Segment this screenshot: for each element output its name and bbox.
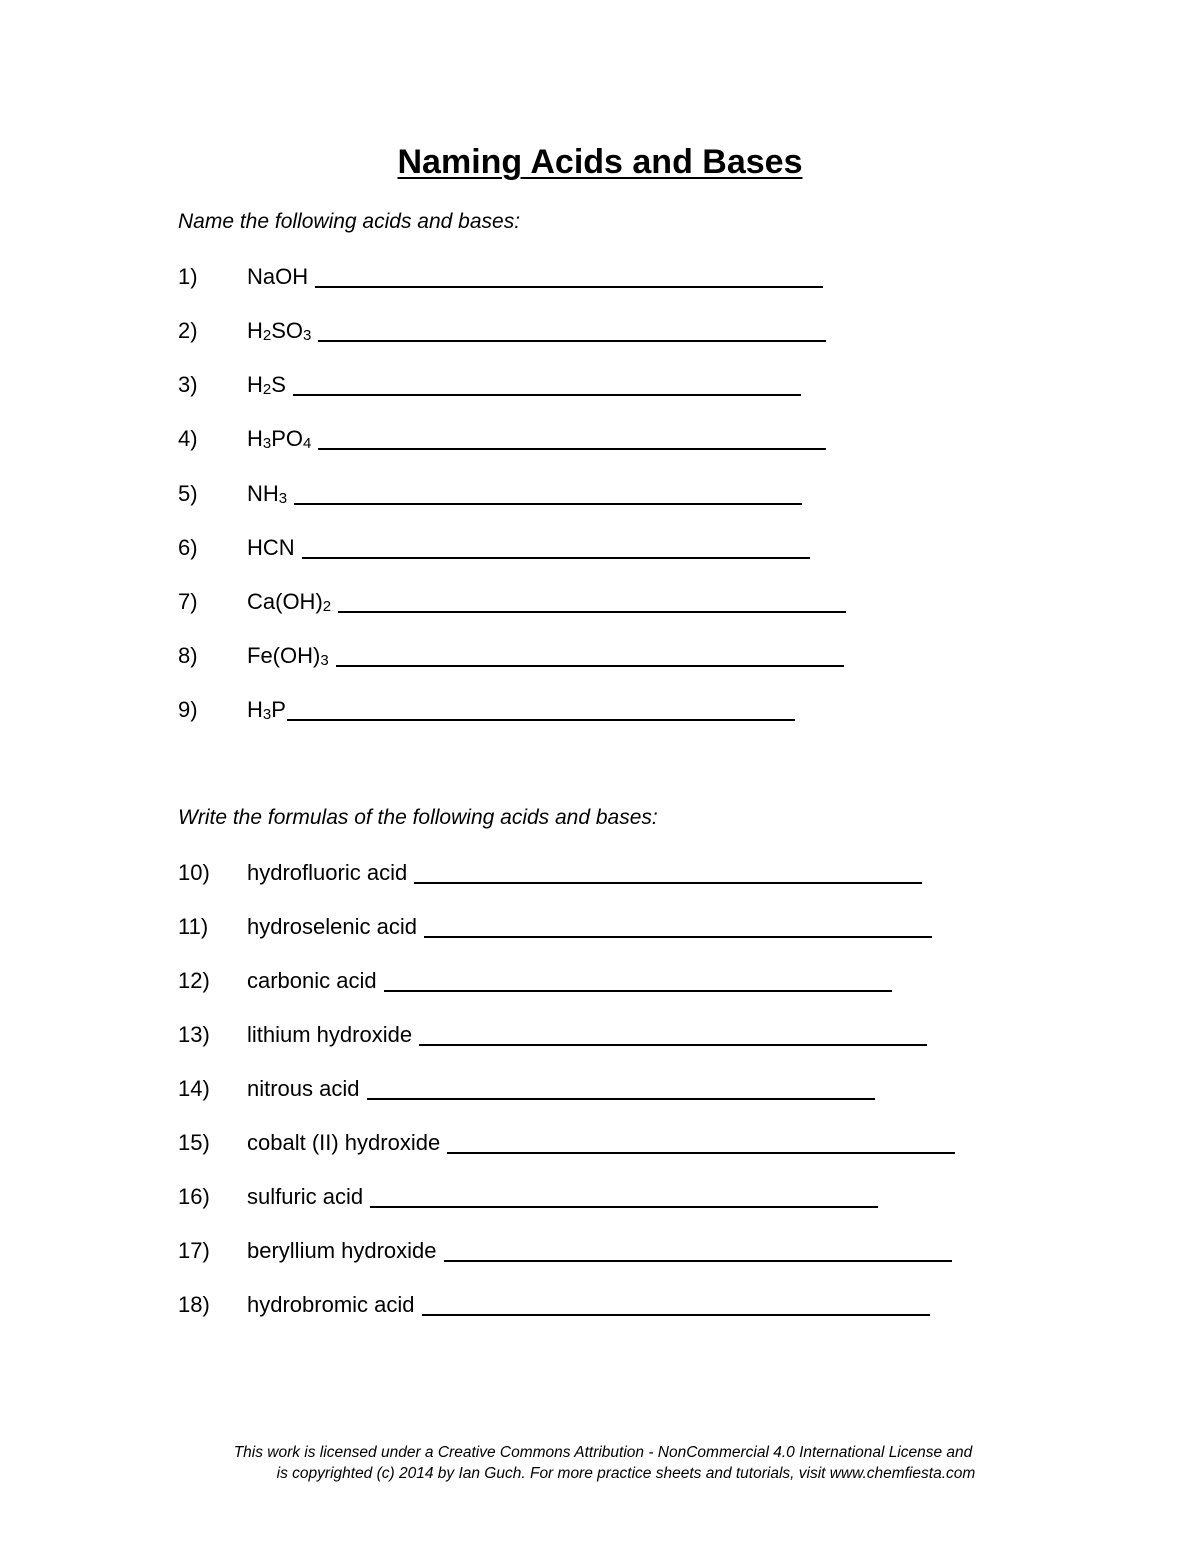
question-number: 12) — [178, 968, 210, 993]
answer-line[interactable] — [302, 535, 810, 559]
question-number: 7) — [178, 589, 198, 614]
question-number: 16) — [178, 1184, 210, 1209]
footer-line-2: is copyrighted (c) 2014 by Ian Guch. For more practice sheets and tutorials, visit www.chemfiesta.com — [276, 1465, 976, 1482]
answer-line[interactable] — [414, 860, 922, 884]
formula: HCN — [247, 535, 295, 560]
answer-line[interactable] — [370, 1184, 878, 1208]
answer-line[interactable] — [367, 1076, 875, 1100]
question-number: 18) — [178, 1292, 210, 1317]
answer-line[interactable] — [422, 1292, 930, 1316]
answer-line[interactable] — [419, 1022, 927, 1046]
question-number: 15) — [178, 1130, 210, 1155]
question-number: 1) — [178, 264, 198, 289]
compound-name: sulfuric acid — [247, 1184, 364, 1209]
formula: $Fe(OH)_3$ — [247, 643, 329, 669]
formula: $H_3P$ — [247, 697, 286, 723]
question-number: 6) — [178, 535, 198, 560]
answer-line[interactable] — [287, 697, 795, 721]
answer-line[interactable] — [338, 589, 846, 613]
answer-line[interactable] — [384, 968, 892, 992]
page-title: Naming Acids and Bases — [397, 143, 803, 181]
compound-name: hydroselenic acid — [247, 914, 417, 939]
question-number: 10) — [178, 860, 210, 885]
answer-line[interactable] — [318, 318, 826, 342]
formula: $H_2S$ — [247, 372, 286, 398]
compound-name: beryllium hydroxide — [247, 1238, 437, 1263]
section2-instruction: Write the formulas of the following acids and bases: — [178, 806, 658, 829]
question-number: 3) — [178, 372, 198, 397]
license-footer — [0, 1442, 1200, 1484]
section1-instruction: Name the following acids and bases: — [178, 210, 521, 233]
answer-line[interactable] — [447, 1130, 955, 1154]
compound-name: nitrous acid — [247, 1076, 360, 1101]
compound-name: carbonic acid — [247, 968, 377, 993]
footer-line-1: This work is licensed under a Creative Commons Attribution - NonCommercial 4.0 International License and — [233, 1444, 973, 1461]
answer-line[interactable] — [293, 372, 801, 396]
question-number: 5) — [178, 481, 198, 506]
formula: $NH_3$ — [247, 481, 288, 507]
question-number: 4) — [178, 426, 198, 451]
question-number: 14) — [178, 1076, 210, 1101]
compound-name: hydrobromic acid — [247, 1292, 415, 1317]
question-number: 8) — [178, 643, 198, 668]
answer-line[interactable] — [336, 643, 844, 667]
answer-line[interactable] — [318, 426, 826, 450]
answer-line[interactable] — [294, 481, 802, 505]
question-number: 11) — [178, 914, 209, 939]
question-number: 2) — [178, 318, 198, 343]
formula: $H_2SO_3$ — [247, 318, 312, 344]
question-number: 17) — [178, 1238, 210, 1263]
compound-name: lithium hydroxide — [247, 1022, 413, 1047]
compound-name: hydrofluoric acid — [247, 860, 408, 885]
compound-name: cobalt (II) hydroxide — [247, 1130, 441, 1155]
question-number: 13) — [178, 1022, 210, 1047]
answer-line[interactable] — [315, 264, 823, 288]
formula: NaOH — [247, 264, 309, 289]
question-number: 9) — [178, 697, 198, 722]
answer-line[interactable] — [424, 914, 932, 938]
answer-line[interactable] — [444, 1238, 952, 1262]
formula: $H_3PO_4$ — [247, 426, 312, 452]
formula: $Ca(OH)_2$ — [247, 589, 332, 615]
